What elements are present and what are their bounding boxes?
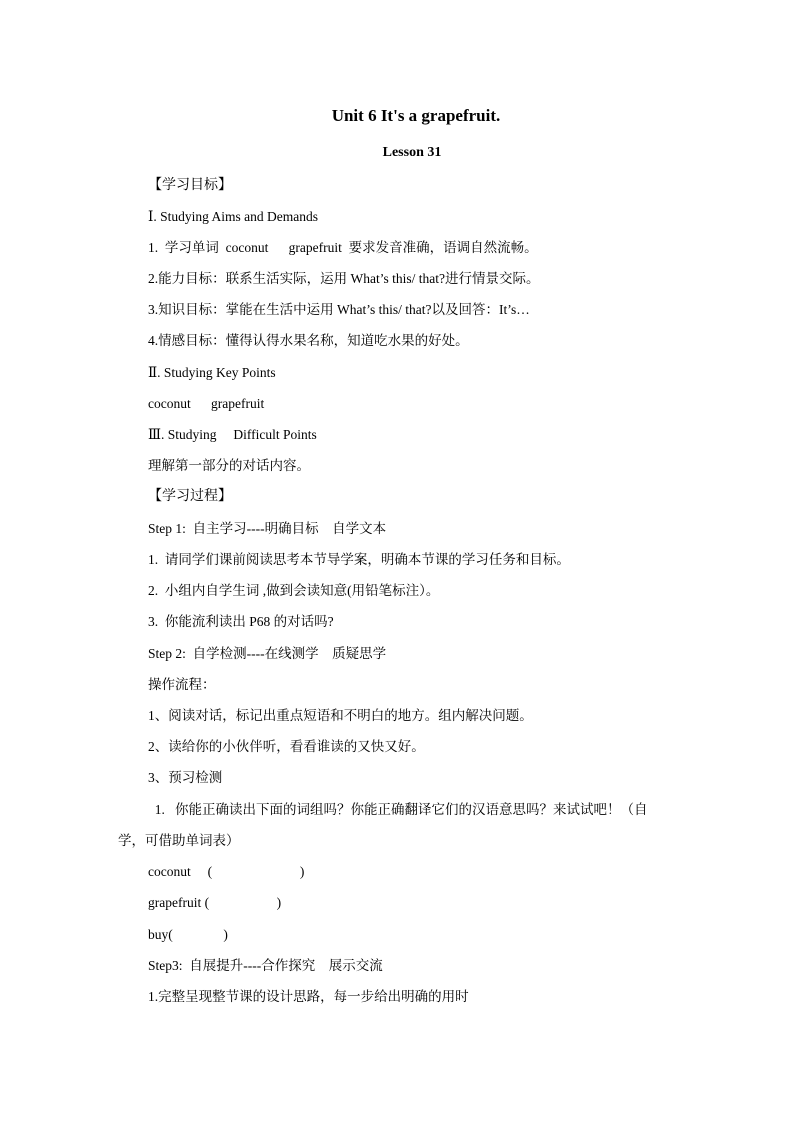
goal-line-3: 3.知识目标：掌能在生活中运用 What’s this/ that?以及回答：It’s… <box>148 302 530 317</box>
lesson-subtitle: Lesson 31 <box>382 145 442 160</box>
operation-item-1: 1、阅读对话，标记出重点短语和不明白的地方。组内解决问题。 <box>148 708 533 723</box>
step-1-item-1: 1. 请同学们课前阅读思考本节导学案，明确本节课的学习任务和目标。 <box>148 552 570 567</box>
step-3-item-1: 1.完整呈现整节课的设计思路，每一步给出明确的用时 <box>148 989 469 1004</box>
difficult-points-text: 理解第一部分的对话内容。 <box>148 458 310 473</box>
difficult-points-heading: Ⅲ. Studying Difficult Points <box>148 427 317 442</box>
goal-line-4: 4.情感目标：懂得认得水果名称，知道吃水果的好处。 <box>148 333 469 348</box>
step-1-item-2: 2. 小组内自学生词 ,做到会读知意(用铅笔标注）。 <box>148 583 440 598</box>
step-1-heading: Step 1: 自主学习----明确目标 自学文本 <box>148 521 387 536</box>
step-2-heading: Step 2: 自学检测----在线测学 质疑思学 <box>148 646 387 661</box>
step-3-heading: Step3: 自展提升----合作探究 展示交流 <box>148 958 383 973</box>
preview-question-line-2: 学，可借助单词表） <box>118 833 240 848</box>
document-title: Unit 6 It's a grapefruit. <box>331 106 501 125</box>
section-heading-learning-goals: 【学习目标】 <box>148 178 232 193</box>
aims-heading: Ⅰ. Studying Aims and Demands <box>148 209 318 224</box>
goal-line-2: 2.能力目标：联系生活实际，运用 What’s this/ that?进行情景交际。 <box>148 271 540 286</box>
operation-item-2: 2、读给你的小伙伴听，看看谁读的又快又好。 <box>148 739 425 754</box>
goal-line-1: 1. 学习单词 coconut grapefruit 要求发音准确，语调自然流畅。 <box>148 240 538 255</box>
preview-question-line-1: 1. 你能正确读出下面的词组吗？你能正确翻译它们的汉语意思吗？来试试吧！（自 <box>148 802 648 817</box>
key-points-words: coconut grapefruit <box>148 396 265 411</box>
section-heading-learning-process: 【学习过程】 <box>148 489 232 504</box>
step-1-item-3: 3. 你能流利读出 P68 的对话吗? <box>148 614 334 629</box>
vocab-coconut-blank: coconut ( ) <box>148 864 305 879</box>
operation-flow-label: 操作流程： <box>148 677 216 692</box>
operation-item-3: 3、预习检测 <box>148 770 223 785</box>
key-points-heading: Ⅱ. Studying Key Points <box>148 365 276 380</box>
vocab-grapefruit-blank: grapefruit ( ) <box>148 895 282 910</box>
vocab-buy-blank: buy( ) <box>148 927 228 942</box>
